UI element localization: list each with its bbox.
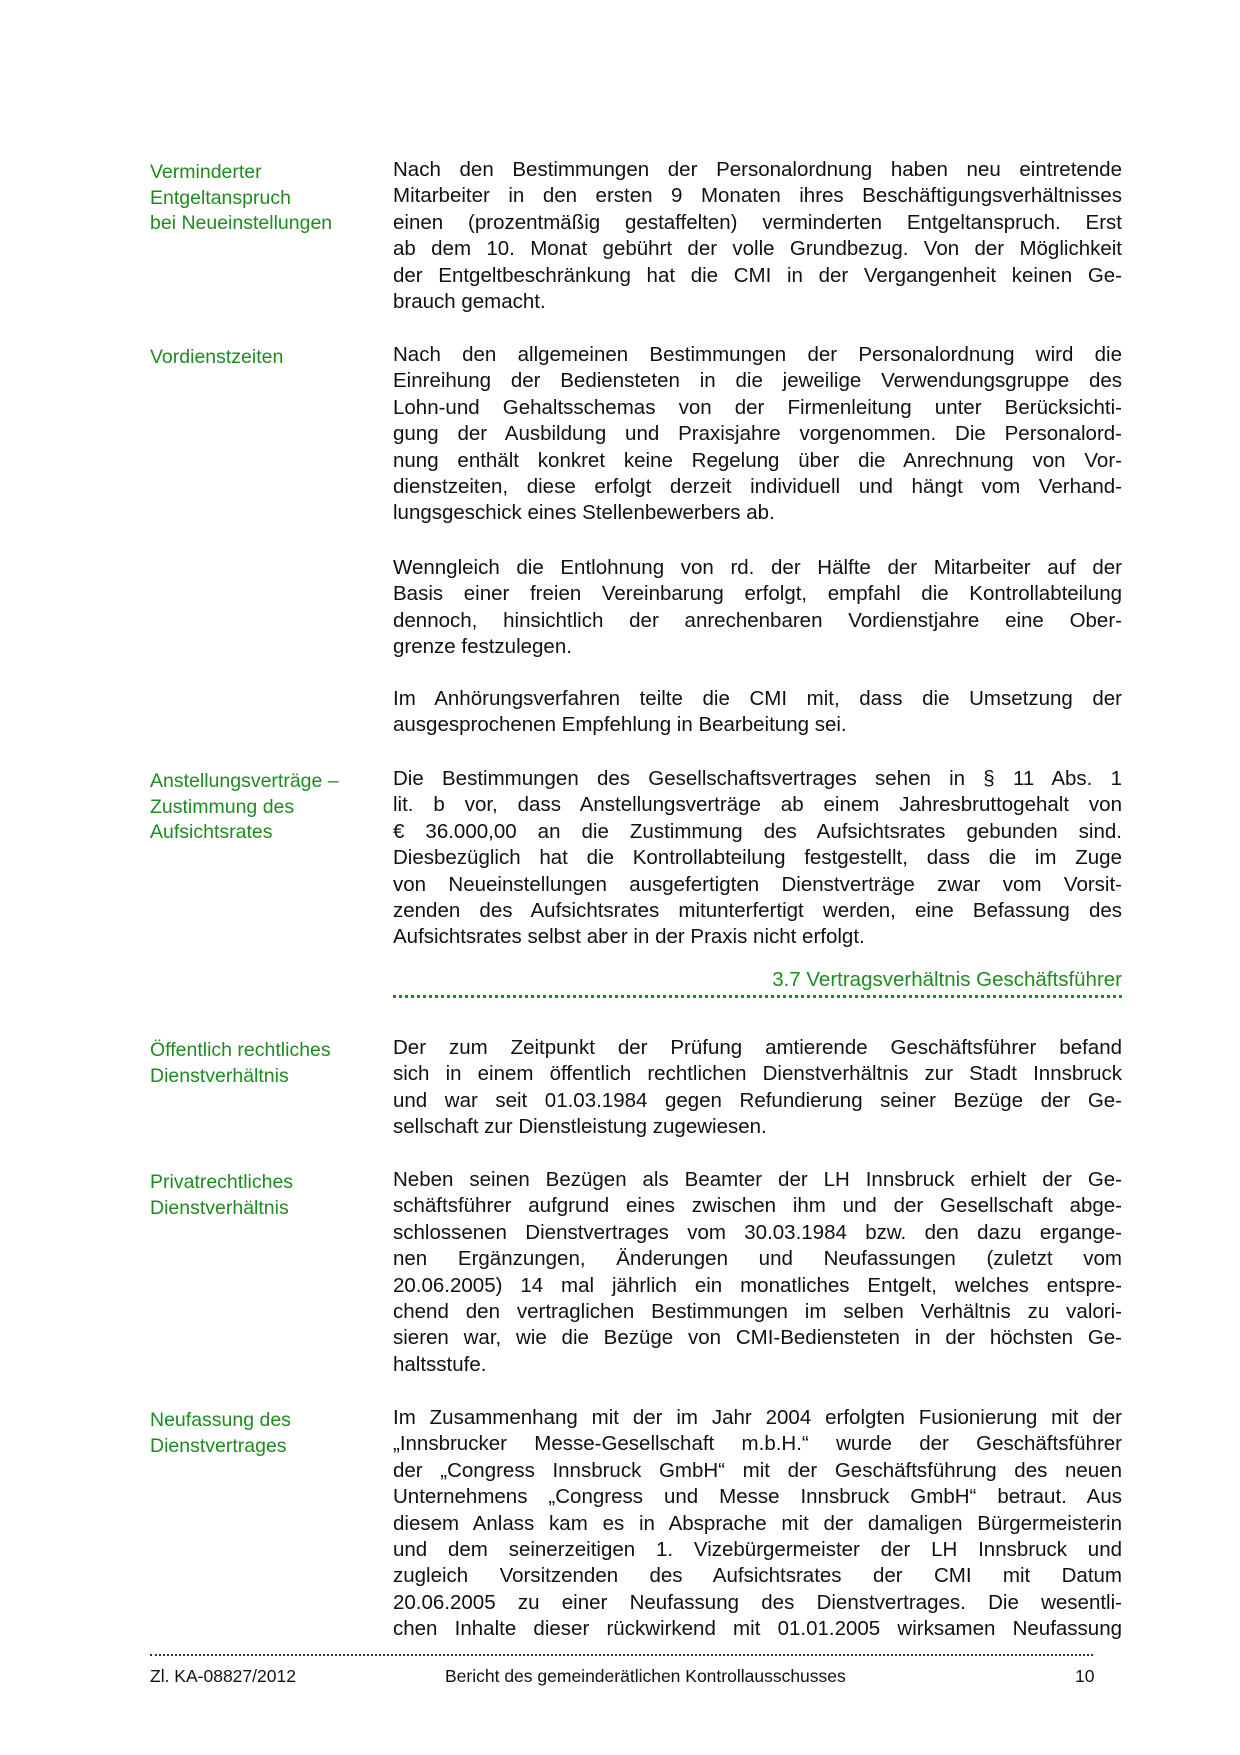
margin-label-line: Vordienstzeiten: [150, 346, 284, 368]
text-line: grenze festzulegen.: [393, 635, 572, 659]
text-line: „Innsbrucker Messe-Gesellschaft m.b.H.“ wurde der Geschäftsführer: [393, 1432, 1122, 1456]
body-paragraph: [393, 686, 1122, 739]
text-line: Basis einer freien Vereinbarung erfolgt, empfahl die Kontrollabteilung: [393, 582, 1122, 606]
text-line: Neben seinen Bezügen als Beamter der LH Innsbruck erhielt der Ge-: [393, 1168, 1122, 1191]
text-line: 20.06.2005 zu einer Neufassung des Dienstvertrages. Die wesentli-: [393, 1590, 1122, 1614]
text-line: Nach den allgemeinen Bestimmungen der Personalordnung wird die: [393, 343, 1122, 366]
text-line: € 36.000,00 an die Zustimmung des Aufsichtsrates gebunden sind.: [393, 819, 1122, 843]
text-line: gung der Ausbildung und Praxisjahre vorgenommen. Die Personalord-: [393, 422, 1122, 446]
text-line: Der zum Zeitpunkt der Prüfung amtierende Geschäftsführer befand: [393, 1036, 1122, 1059]
margin-label: [150, 769, 380, 846]
text-line: Im Zusammenhang mit der im Jahr 2004 erfolgten Fusionierung mit der: [393, 1406, 1122, 1429]
text-line: chen Inhalte dieser rückwirkend mit 01.01.2005 wirksamen Neufassung: [393, 1617, 1122, 1641]
text-line: 20.06.2005) 14 mal jährlich ein monatliches Entgelt, welches entspre-: [393, 1273, 1122, 1297]
text-line: brauch gemacht.: [393, 290, 546, 314]
text-line: und dem seinerzeitigen 1. Vizebürgermeister der LH Innsbruck und: [393, 1538, 1122, 1562]
body-paragraph: [393, 766, 1122, 951]
body-paragraph: [393, 157, 1122, 315]
text-line: von Neueinstellungen ausgefertigten Dienstverträge zwar vom Vorsit-: [393, 872, 1122, 896]
margin-label-line: Dienstvertrages: [150, 1434, 287, 1457]
text-line: Mitarbeiter in den ersten 9 Monaten ihres Beschäftigungsverhältnisses: [393, 184, 1122, 208]
text-line: ab dem 10. Monat gebührt der volle Grundbezug. Von der Möglichkeit: [393, 237, 1122, 261]
text-line: einen (prozentmäßig gestaffelten) verminderten Entgeltanspruch. Erst: [393, 210, 1122, 234]
section-heading: 3.7 Vertragsverhältnis Geschäftsführer: [772, 968, 1122, 991]
text-line: Im Anhörungsverfahren teilte die CMI mit, dass die Umsetzung der: [393, 687, 1122, 710]
text-line: haltsstufe.: [393, 1352, 487, 1376]
footer-divider: [150, 1654, 1093, 1656]
margin-label: [150, 1408, 380, 1459]
text-line: Nach den Bestimmungen der Personalordnung haben neu eintretende: [393, 158, 1122, 181]
margin-label-line: Zustimmung des: [150, 795, 295, 818]
margin-label-line: Dienstverhältnis: [150, 1064, 289, 1087]
text-line: Aufsichtsrates selbst aber in der Praxis nicht erfolgt.: [393, 925, 865, 949]
text-line: und war seit 01.03.1984 gegen Refundierung seiner Bezüge der Ge-: [393, 1088, 1122, 1112]
body-paragraph: [393, 342, 1122, 527]
margin-label: [150, 1038, 380, 1089]
text-line: Einreihung der Bediensteten in die jeweilige Verwendungsgruppe des: [393, 369, 1122, 393]
body-paragraph: [393, 1405, 1122, 1643]
text-line: nen Ergänzungen, Änderungen und Neufassungen (zuletzt vom: [393, 1247, 1122, 1271]
text-line: zugleich Vorsitzenden des Aufsichtsrates der CMI mit Datum: [393, 1564, 1122, 1588]
footer-reference: Zl. KA-08827/2012: [150, 1666, 296, 1686]
text-line: Unternehmens „Congress und Messe Innsbruck GmbH“ betraut. Aus: [393, 1485, 1122, 1509]
body-paragraph: [393, 555, 1122, 661]
margin-label-line: Verminderter: [150, 161, 262, 183]
margin-label-line: bei Neueinstellungen: [150, 212, 333, 234]
text-line: sieren war, wie die Bezüge von CMI-Bediensteten in der höchsten Ge-: [393, 1326, 1122, 1350]
margin-label-line: Aufsichtsrates: [150, 821, 273, 843]
body-paragraph: [393, 1167, 1122, 1378]
margin-label-line: Entgeltanspruch: [150, 186, 291, 209]
text-line: zenden des Aufsichtsrates mitunterfertigt werden, eine Befassung des: [393, 899, 1122, 923]
text-line: sellschaft zur Dienstleistung zugewiesen.: [393, 1115, 767, 1139]
margin-label-line: Dienstverhältnis: [150, 1196, 289, 1219]
text-line: Lohn-und Gehaltsschemas von der Firmenleitung unter Berücksichti-: [393, 395, 1122, 419]
margin-label: [150, 345, 380, 371]
margin-label: [150, 160, 380, 237]
text-line: lungsgeschick eines Stellenbewerbers ab.: [393, 501, 775, 525]
text-line: ausgesprochenen Empfehlung in Bearbeitung sei.: [393, 713, 847, 737]
text-line: Die Bestimmungen des Gesellschaftsvertrages sehen in § 11 Abs. 1: [393, 767, 1122, 790]
margin-label-line: Privatrechtliches: [150, 1171, 294, 1193]
text-line: schlossenen Dienstvertrages vom 30.03.1984 bzw. den dazu ergange-: [393, 1220, 1122, 1244]
text-line: der Entgeltbeschränkung hat die CMI in der Vergangenheit keinen Ge-: [393, 263, 1122, 287]
text-line: nung enthält konkret keine Regelung über die Anrechnung von Vor-: [393, 448, 1122, 472]
footer-title: Bericht des gemeinderätlichen Kontrollausschusses: [445, 1666, 846, 1686]
text-line: Diesbezüglich hat die Kontrollabteilung festgestellt, dass die im Zuge: [393, 846, 1122, 870]
text-line: sich in einem öffentlich rechtlichen Dienstverhältnis zur Stadt Innsbruck: [393, 1062, 1122, 1086]
margin-label: [150, 1170, 380, 1221]
page-number: 10: [1075, 1666, 1095, 1686]
text-line: schäftsführer aufgrund eines zwischen ihm und der Gesellschaft abge-: [393, 1194, 1122, 1218]
text-line: dienstzeiten, diese erfolgt derzeit individuell und hängt vom Verhand-: [393, 475, 1122, 499]
heading-divider: [393, 995, 1122, 998]
text-line: lit. b vor, dass Anstellungsverträge ab einem Jahresbruttogehalt von: [393, 793, 1122, 817]
margin-label-line: Neufassung des: [150, 1409, 291, 1431]
text-line: chend den vertraglichen Bestimmungen im selben Verhältnis zu valori-: [393, 1300, 1122, 1324]
text-line: Wenngleich die Entlohnung von rd. der Hälfte der Mitarbeiter auf der: [393, 556, 1122, 579]
text-line: diesem Anlass kam es in Absprache mit der damaligen Bürgermeisterin: [393, 1511, 1122, 1535]
body-paragraph: [393, 1035, 1122, 1141]
text-line: der „Congress Innsbruck GmbH“ mit der Geschäftsführung des neuen: [393, 1458, 1122, 1482]
margin-label-line: Öffentlich rechtliches: [150, 1039, 331, 1061]
text-line: dennoch, hinsichtlich der anrechenbaren Vordienstjahre eine Ober-: [393, 608, 1122, 632]
margin-label-line: Anstellungsverträge –: [150, 770, 339, 792]
